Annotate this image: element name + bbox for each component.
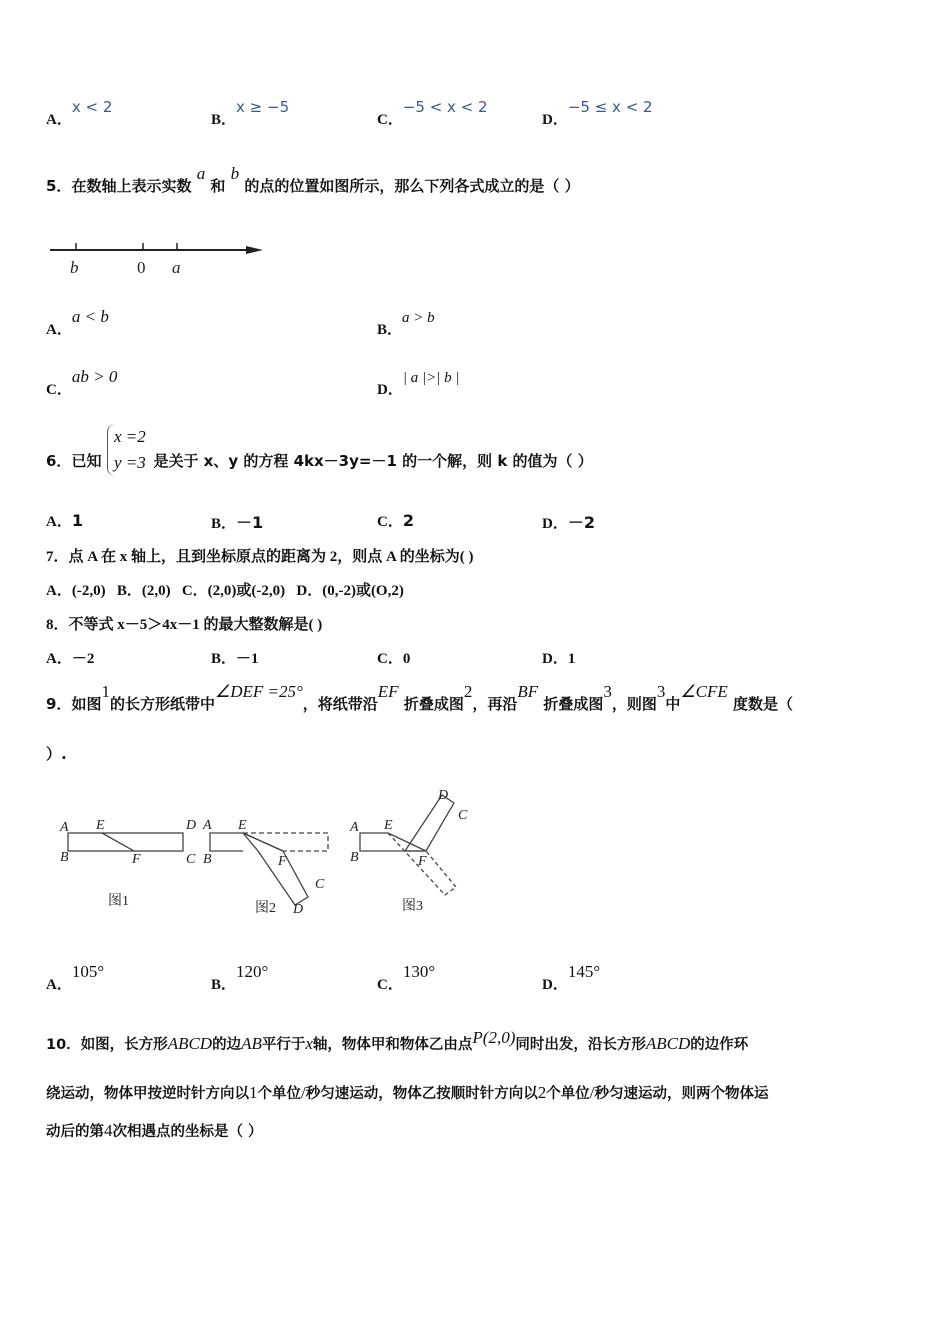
rect-abcd: ABCD: [167, 1034, 213, 1053]
stem-text: 的边: [212, 1037, 242, 1053]
slash: /: [301, 1083, 306, 1102]
question-number: 9．: [46, 695, 72, 713]
option-label: B．: [377, 322, 403, 338]
q6-option-c: [377, 510, 414, 531]
option-text: －2: [567, 513, 595, 532]
option-label: D．: [542, 516, 568, 532]
stem-text: 已知: [71, 452, 102, 470]
q5-option-a: [46, 307, 109, 339]
point-label: B: [60, 850, 69, 865]
q6-option-b: [211, 510, 263, 533]
option-text: −5 ≤ x < 2: [567, 98, 653, 116]
figure-number: 3: [656, 682, 666, 701]
q8-option-b: [211, 647, 259, 668]
option-text: 120°: [236, 962, 269, 981]
point-label: C: [315, 877, 325, 892]
figure-caption: 图2: [255, 901, 276, 916]
point-label: E: [238, 818, 247, 833]
q10-line-1: [46, 1028, 749, 1054]
option-label: B．: [211, 651, 237, 667]
option-label: D．: [542, 112, 568, 128]
stem-text: 的长方形纸带中: [109, 695, 215, 713]
angle-cfe: ∠CFE: [680, 682, 728, 701]
option-text: ab > 0: [71, 367, 118, 386]
equation-x: x =2: [114, 427, 146, 446]
option-text: 0: [402, 651, 411, 667]
number: 4: [104, 1121, 113, 1140]
tick-label-b: b: [70, 258, 79, 277]
option-text: 105°: [71, 962, 105, 981]
point-label: E: [384, 818, 393, 833]
q10-line-3: [46, 1120, 263, 1141]
equation-system: [107, 424, 146, 476]
point-label: A: [60, 820, 69, 835]
question-number: 10．: [46, 1037, 81, 1053]
q5-stem: [46, 164, 580, 196]
option-label: A．: [46, 977, 72, 993]
option-text: | a |>| b |: [402, 370, 460, 386]
option-label: B．: [211, 977, 237, 993]
q9-option-c: [377, 962, 436, 994]
option-text: −5 < x < 2: [402, 98, 488, 116]
option-label: D．: [542, 651, 568, 667]
option-text: a > b: [402, 310, 435, 326]
stem-text: 轴，物体甲和物体乙由点: [312, 1037, 473, 1053]
stem-text: 度数是（: [733, 695, 794, 713]
stem-text: 同时出发，沿长方形: [515, 1037, 646, 1053]
var-b: b: [230, 164, 240, 183]
q6-option-d: [542, 510, 595, 533]
option-text: －2: [71, 651, 95, 667]
figure-caption: 图3: [402, 899, 423, 914]
point-label: D: [293, 902, 304, 917]
option-label: D．: [377, 382, 403, 398]
stem-text: 动后的第: [46, 1124, 104, 1140]
figure-caption: 图1: [108, 894, 129, 909]
option-label: C．: [377, 514, 403, 530]
var-a: a: [196, 164, 206, 183]
option-text: 145°: [567, 962, 601, 981]
q9-option-a: [46, 962, 105, 994]
point-label: A: [203, 818, 212, 833]
question-number: 5．: [46, 177, 72, 195]
stem-text: 折叠成图: [543, 695, 604, 713]
option-text: 130°: [402, 962, 436, 981]
q4-option-a: [46, 98, 113, 129]
option-label: C．: [377, 112, 403, 128]
option-label: A．: [46, 651, 72, 667]
stem-text: 中: [665, 695, 681, 713]
option-label: A．: [46, 112, 72, 128]
option-text: x ≥ −5: [236, 98, 290, 116]
figure-number: 2: [463, 682, 473, 701]
stem-text: 秒匀速运动，则两个物体运: [594, 1086, 769, 1102]
angle-def: ∠DEF =25°: [214, 682, 303, 701]
option-label: B．: [211, 516, 237, 532]
segment-ab: AB: [241, 1034, 262, 1053]
point-label: A: [350, 820, 359, 835]
option-text: －1: [236, 513, 264, 532]
q9-option-b: [211, 962, 269, 994]
stem-text: 次相遇点的坐标是（ ）: [112, 1124, 263, 1140]
q9-stem: [46, 682, 794, 714]
stem-text: 如图: [71, 695, 102, 713]
figure-number: 1: [101, 682, 110, 701]
stem-text: ，则图: [611, 695, 657, 713]
number-line-figure: [46, 230, 276, 290]
option-text: －1: [236, 651, 259, 667]
q8-stem: 8．不等式 x－5＞4x－1 的最大整数解是( ): [46, 617, 323, 633]
q5-option-b: [377, 310, 435, 339]
stem-text: 的边作环: [690, 1037, 749, 1053]
stem-text: 如图，长方形: [80, 1037, 168, 1053]
var-x: x: [305, 1034, 313, 1053]
point-label: B: [350, 850, 359, 865]
q4-option-c: [377, 98, 488, 129]
stem-text: 个单位: [257, 1086, 301, 1102]
number: 2: [537, 1083, 547, 1102]
point-label: D: [186, 818, 197, 833]
number: 1: [249, 1083, 258, 1102]
stem-text: 折叠成图: [403, 695, 464, 713]
option-label: C．: [377, 651, 403, 667]
stem-text: 平行于: [261, 1037, 306, 1053]
stem-text: 和: [210, 177, 226, 195]
option-text: 1: [71, 511, 83, 530]
tick-label-0: 0: [137, 258, 146, 277]
q7-options: A．(-2,0) B．(2,0) C．(2,0)或(-2,0) D．(0,-2)或(O,2): [46, 583, 404, 599]
q8-option-c: [377, 647, 410, 668]
option-text: 1: [567, 651, 576, 667]
option-label: D．: [542, 977, 568, 993]
stem-text: ，再沿: [472, 695, 518, 713]
option-label: C．: [46, 382, 72, 398]
stem-text: 是关于 x、y 的方程 4kx－3y=－1 的一个解，则 k 的值为（ ）: [153, 452, 593, 470]
rect-abcd: ABCD: [645, 1034, 691, 1053]
option-label: C．: [377, 977, 403, 993]
figure-1: [68, 833, 183, 851]
figure-3: [360, 795, 456, 895]
q4-option-d: [542, 98, 653, 129]
q5-option-c: [46, 367, 118, 399]
tick-label-a: a: [172, 258, 181, 277]
folding-figures: [50, 785, 470, 920]
slash: /: [589, 1083, 595, 1102]
q4-option-b: [211, 98, 290, 129]
option-text: a < b: [71, 307, 109, 326]
stem-text: ，将纸带沿: [302, 695, 378, 713]
q8-option-a: [46, 647, 94, 668]
point-label: F: [418, 854, 427, 869]
option-label: B．: [211, 112, 237, 128]
equation-y: y =3: [114, 453, 146, 472]
figure-2: [210, 833, 328, 905]
point-label: F: [278, 854, 287, 869]
stem-text: 个单位: [546, 1086, 590, 1102]
q9-stem-end: ）.: [46, 745, 67, 763]
option-label: A．: [46, 514, 72, 530]
stem-text: 秒匀速运动，物体乙按顺时针方向以: [305, 1086, 538, 1102]
q5-option-d: [377, 370, 460, 399]
q10-line-2: [46, 1082, 768, 1103]
q9-option-d: [542, 962, 601, 994]
point-label: F: [132, 852, 141, 867]
q6-option-a: [46, 510, 83, 531]
point-label: E: [96, 818, 105, 833]
stem-text: 的点的位置如图所示，那么下列各式成立的是（ ）: [244, 177, 580, 195]
figure-number: 3: [603, 682, 612, 701]
point-p: P(2,0): [472, 1028, 516, 1047]
stem-text: 绕运动，物体甲按逆时针方向以: [46, 1086, 249, 1102]
q7-stem: 7．点 A 在 x 轴上，且到坐标原点的距离为 2，则点 A 的坐标为( ): [46, 549, 474, 565]
point-label: C: [458, 808, 468, 823]
option-label: A．: [46, 322, 72, 338]
q8-option-d: [542, 647, 575, 668]
point-label: B: [203, 852, 212, 867]
question-number: 6．: [46, 452, 72, 470]
segment-ef: EF: [377, 682, 399, 701]
option-text: 2: [402, 511, 414, 530]
point-label: D: [438, 788, 449, 803]
segment-bf: BF: [517, 682, 539, 701]
stem-text: 在数轴上表示实数: [71, 177, 192, 195]
arrow-head: [246, 246, 263, 254]
point-label: C: [186, 852, 196, 867]
option-text: x < 2: [71, 98, 113, 116]
